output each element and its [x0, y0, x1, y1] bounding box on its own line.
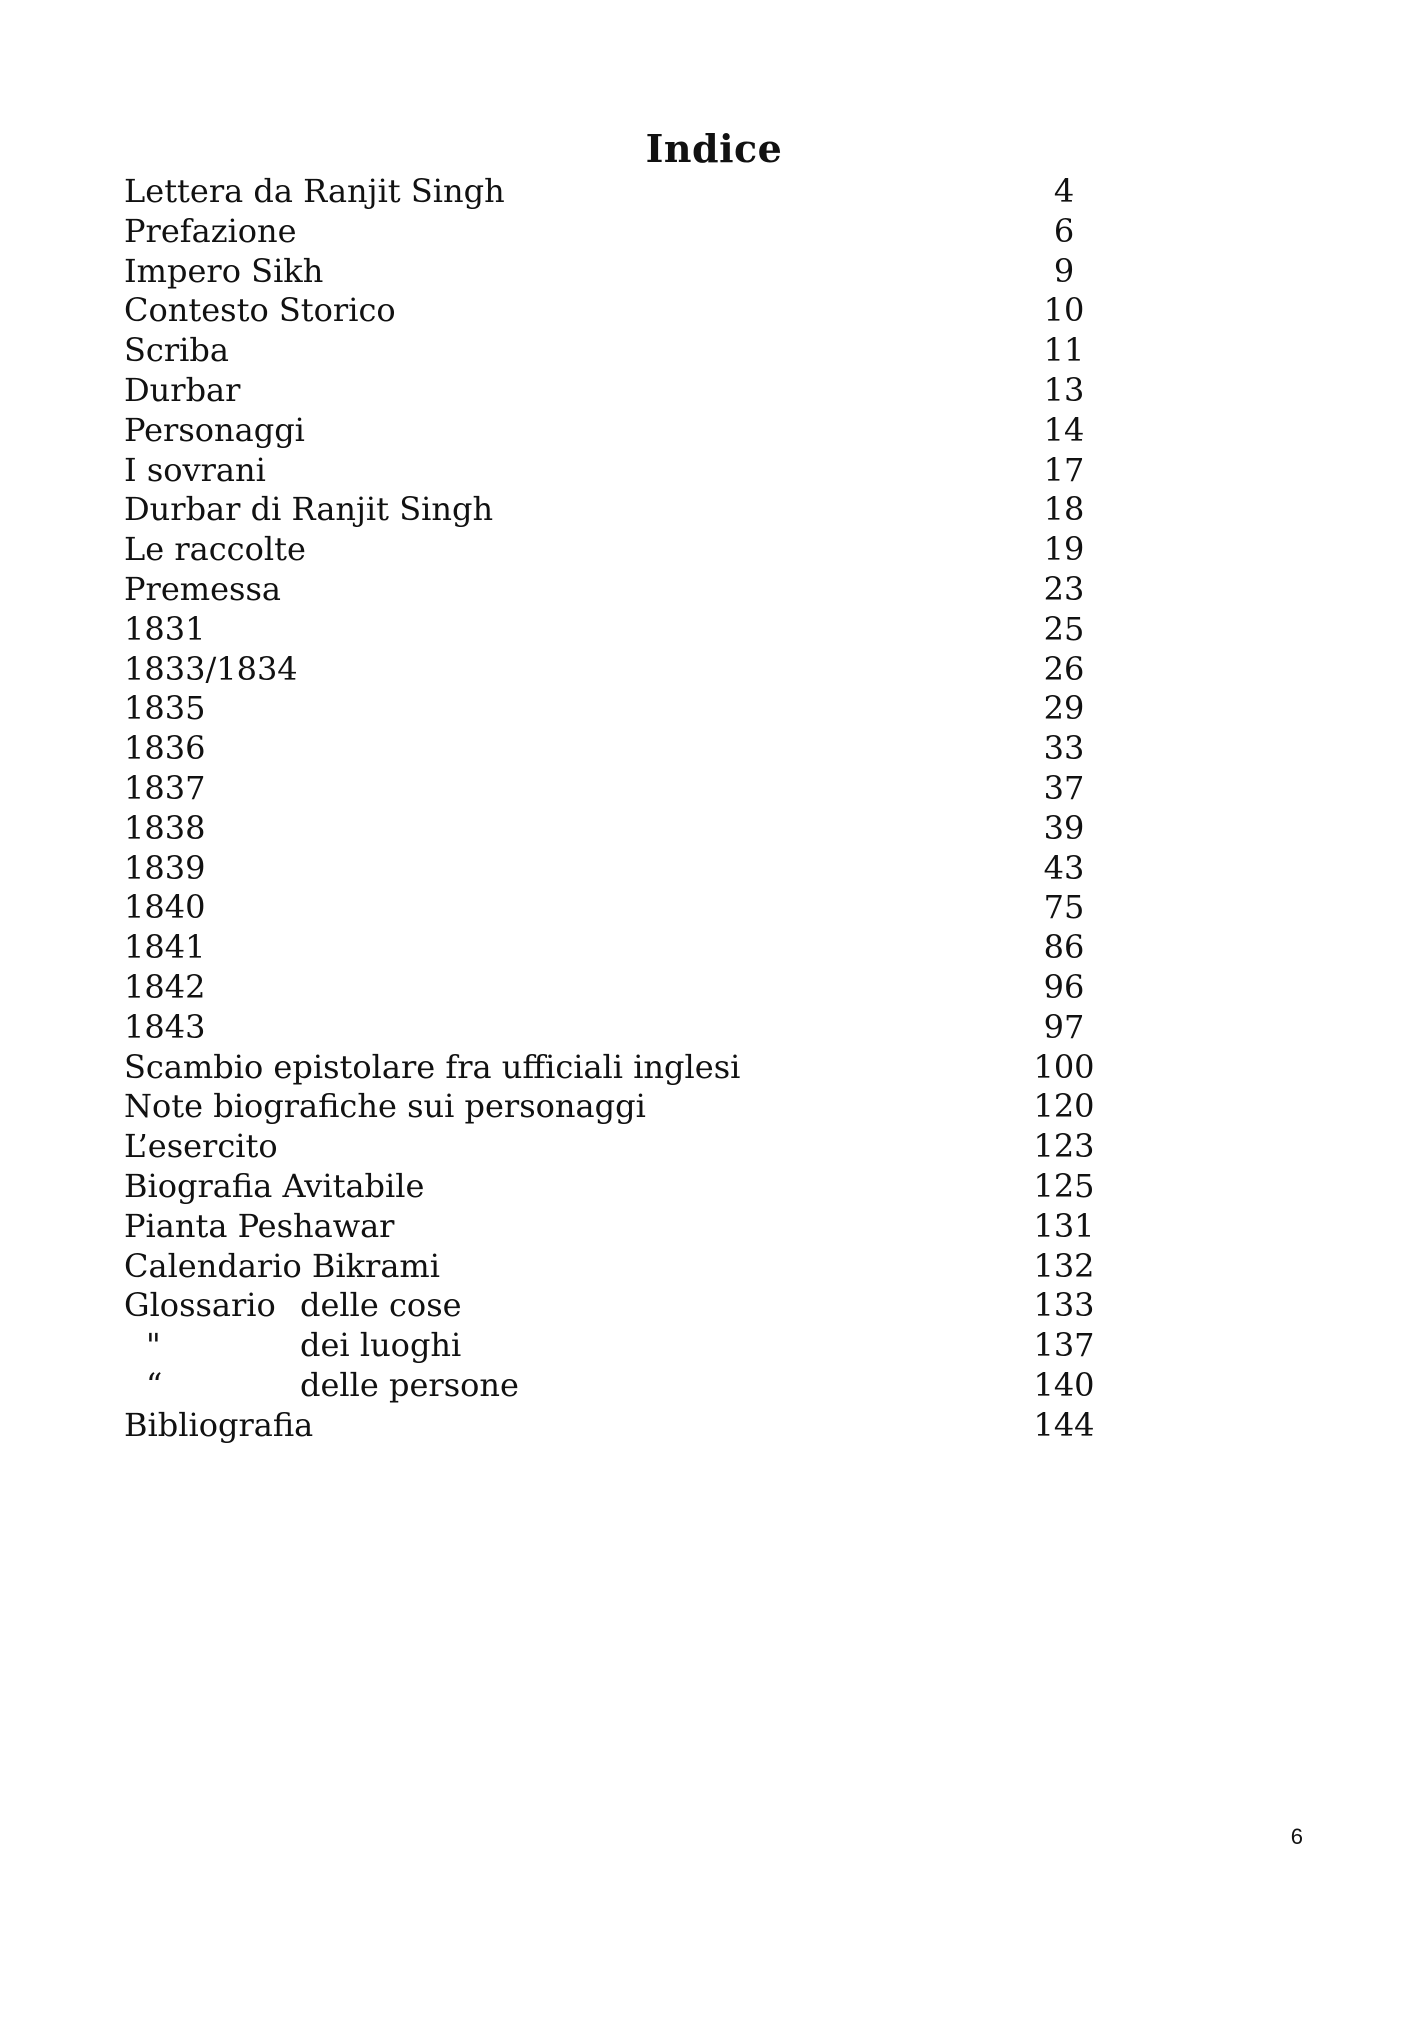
toc-entry-title: 1833/1834: [124, 649, 298, 688]
toc-entry-page: 17: [1043, 450, 1085, 489]
toc-entry-page: 86: [1043, 928, 1085, 967]
toc-entry-page: 144: [1033, 1405, 1095, 1444]
toc-entry: [124, 1087, 1284, 1127]
toc-entry: [124, 172, 1284, 212]
toc-entry: [124, 291, 1284, 331]
toc-entry: [124, 1406, 1284, 1446]
toc-entry: [124, 769, 1284, 809]
toc-entry-page: 10: [1043, 291, 1085, 330]
toc-entry: [124, 1326, 1284, 1366]
toc-entry-page: 75: [1043, 888, 1085, 927]
toc-entry-title: Glossario: [124, 1286, 276, 1325]
toc-entry-page: 14: [1043, 410, 1085, 449]
toc-entry-page: 11: [1043, 331, 1085, 370]
toc-entry-title: 1839: [124, 848, 206, 887]
ditto-mark: ": [146, 1326, 161, 1365]
toc-entry: [124, 1008, 1284, 1048]
toc-entry: [124, 490, 1284, 530]
toc-entry-title: Calendario Bikrami: [124, 1246, 440, 1285]
toc-entry-title: Le raccolte: [124, 530, 306, 569]
toc-entry: [124, 212, 1284, 252]
toc-entry: [124, 689, 1284, 729]
toc-entry: [124, 928, 1284, 968]
toc-entry-page: 25: [1043, 609, 1085, 648]
toc-entry-subtitle: dei luoghi: [300, 1326, 462, 1365]
toc-entry-title: 1837: [124, 768, 206, 807]
toc-entry: [124, 570, 1284, 610]
toc-entry-page: 37: [1043, 768, 1085, 807]
toc-entry-title: Scambio epistolare fra ufficiali inglesi: [124, 1047, 741, 1086]
toc-entry-page: 133: [1033, 1286, 1095, 1325]
toc-entry-title: 1831: [124, 609, 206, 648]
toc-entry-page: 4: [1053, 172, 1075, 210]
toc-entry-page: 120: [1033, 1087, 1095, 1126]
toc-entry-title: 1840: [124, 888, 206, 927]
toc-entry-page: 96: [1043, 967, 1085, 1006]
toc-entry-title: Biografia Avitabile: [124, 1166, 425, 1205]
toc-entry: [124, 371, 1284, 411]
toc-entry: [124, 1127, 1284, 1167]
toc-entry-title: Durbar di Ranjit Singh: [124, 490, 494, 529]
toc-entry-subtitle: delle persone: [300, 1365, 519, 1404]
toc-entry-page: 29: [1043, 689, 1085, 728]
page-number: 6: [1290, 1824, 1303, 1849]
toc-entry-page: 23: [1043, 569, 1085, 608]
toc-entry: [124, 252, 1284, 292]
toc-entry: [124, 888, 1284, 928]
toc-entry: [124, 610, 1284, 650]
toc-entry-title: Impero Sikh: [124, 251, 324, 290]
toc-entry: [124, 809, 1284, 849]
toc-entry-title: Prefazione: [124, 211, 297, 250]
toc-entry-title: Scriba: [124, 331, 229, 370]
page-title: Indice: [645, 126, 783, 171]
toc-entry: [124, 1167, 1284, 1207]
toc-entry-title: L’esercito: [124, 1127, 278, 1166]
toc-entry: [124, 411, 1284, 451]
toc-entry: [124, 451, 1284, 491]
toc-entry: [124, 650, 1284, 690]
toc-entry: [124, 331, 1284, 371]
toc-entry-title: 1838: [124, 808, 206, 847]
toc-entry: [124, 1286, 1284, 1326]
toc-entry-page: 39: [1043, 808, 1085, 847]
toc-entry-title: Lettera da Ranjit Singh: [124, 172, 505, 210]
toc-entry: [124, 1048, 1284, 1088]
toc-entry-title: Pianta Peshawar: [124, 1206, 395, 1245]
toc-entry-title: 1843: [124, 1007, 206, 1046]
toc-entry: [124, 530, 1284, 570]
toc-entry-page: 13: [1043, 370, 1085, 409]
toc-entry-page: 97: [1043, 1007, 1085, 1046]
toc-entry-page: 26: [1043, 649, 1085, 688]
toc-entry-title: Premessa: [124, 569, 281, 608]
toc-entry: [124, 849, 1284, 889]
table-of-contents: [124, 172, 1284, 1446]
toc-entry-title: Personaggi: [124, 410, 305, 449]
toc-entry-page: 18: [1043, 490, 1085, 529]
toc-entry-page: 19: [1043, 530, 1085, 569]
toc-entry-page: 131: [1033, 1206, 1095, 1245]
toc-entry: [124, 729, 1284, 769]
toc-entry-title: 1841: [124, 928, 206, 967]
toc-entry-subtitle: delle cose: [300, 1286, 462, 1325]
toc-entry-title: 1842: [124, 967, 206, 1006]
toc-entry-page: 140: [1033, 1365, 1095, 1404]
toc-entry-title: Durbar: [124, 370, 241, 409]
toc-entry-title: 1836: [124, 729, 206, 768]
toc-entry-title: Note biografiche sui personaggi: [124, 1087, 646, 1126]
ditto-mark: “: [146, 1365, 163, 1404]
toc-entry-page: 100: [1033, 1047, 1095, 1086]
toc-entry-page: 6: [1053, 211, 1075, 250]
toc-entry-title: I sovrani: [124, 450, 266, 489]
toc-entry: [124, 968, 1284, 1008]
toc-entry-page: 137: [1033, 1326, 1095, 1365]
toc-entry-page: 33: [1043, 729, 1085, 768]
toc-entry: [124, 1207, 1284, 1247]
toc-entry-page: 123: [1033, 1127, 1095, 1166]
toc-entry-title: Bibliografia: [124, 1405, 314, 1444]
toc-entry: [124, 1247, 1284, 1287]
toc-entry-title: Contesto Storico: [124, 291, 396, 330]
toc-entry-page: 9: [1053, 251, 1075, 290]
toc-entry-page: 43: [1043, 848, 1085, 887]
toc-entry-title: 1835: [124, 689, 206, 728]
toc-entry: [124, 1366, 1284, 1406]
toc-entry-page: 132: [1033, 1246, 1095, 1285]
toc-entry-page: 125: [1033, 1166, 1095, 1205]
